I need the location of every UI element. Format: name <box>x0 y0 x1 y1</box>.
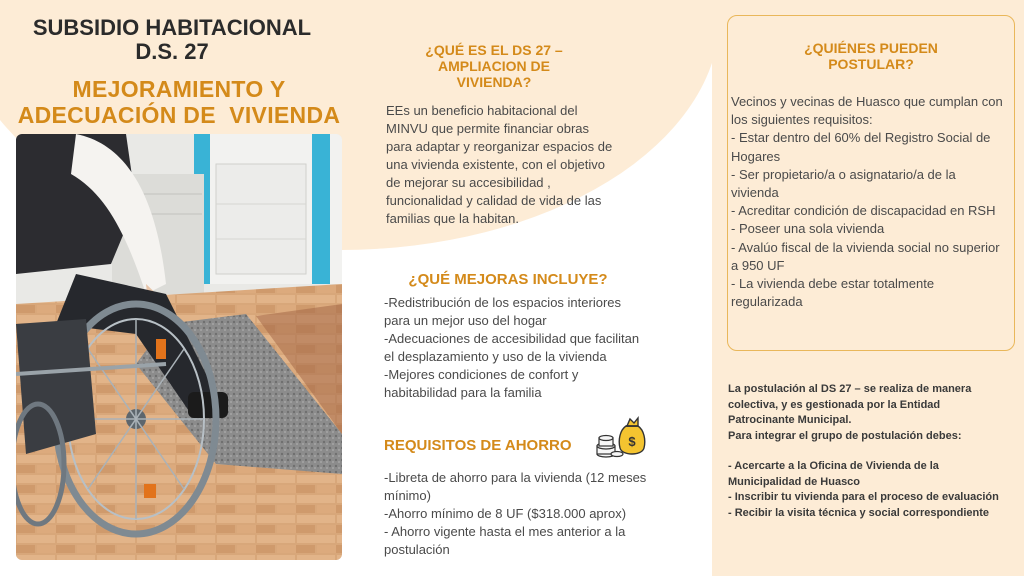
main-title-line2: D.S. 27 <box>135 39 209 64</box>
improvements-heading: ¿QUÉ MEJORAS INCLUYE? <box>408 271 608 288</box>
savings-list <box>384 469 674 559</box>
list-item: -Redistribución de los espacios interiores para un mejor uso del hogar <box>384 295 622 328</box>
what-heading-line2: AMPLIACION DE <box>438 58 550 74</box>
list-item: - Acreditar condición de discapacidad en RSH <box>731 203 996 219</box>
process-step: - Acercarte a la Oficina de Vivienda de la Municipalidad de Huasco <box>728 460 939 488</box>
what-heading-line1: ¿QUÉ ES EL DS 27 – <box>425 42 563 58</box>
what-is-heading <box>408 42 580 90</box>
list-item: - Estar dentro del 60% del Registro Social de Hogares <box>731 130 991 164</box>
process-step: - Recibir la visita técnica y social correspondiente <box>728 506 990 519</box>
who-can-apply-heading <box>728 40 1014 72</box>
savings-heading: REQUISITOS DE AHORRO <box>384 437 572 454</box>
what-is-description: EEs un beneficio habitacional del MINVU que permite financiar obras para adaptar y reorganizar espacios de una vivienda existente, con el objetivo de mejorar su accesibilidad , funcionalidad y calidad de vida de las familias que la habitan. <box>386 103 613 226</box>
list-item: - Avalúo fiscal de la vivienda social no superior a 950 UF <box>731 239 1000 273</box>
application-process-note <box>728 382 1008 521</box>
eligibility-list <box>731 93 1003 311</box>
main-title <box>12 16 332 64</box>
process-step: - Inscribir tu vivienda para el proceso de evaluación <box>728 491 999 503</box>
who-heading-line2: POSTULAR? <box>828 56 914 72</box>
list-item: -Ahorro mínimo de 8 UF ($318.000 aprox) <box>384 506 627 521</box>
list-item: -Mejores condiciones de confort y habitabilidad para la familia <box>384 367 579 400</box>
who-heading-line1: ¿QUIÉNES PUEDEN <box>804 40 938 56</box>
sub-title <box>4 76 354 128</box>
main-title-line1: SUBSIDIO HABITACIONAL <box>32 15 312 40</box>
list-item: - Poseer una sola vivienda <box>731 221 885 237</box>
svg-text:$: $ <box>628 434 636 449</box>
list-item: -Adecuaciones de accesibilidad que facilitan el desplazamiento y uso de la vivienda <box>384 331 640 364</box>
sub-title-line2: ADECUACIÓN DE VIVIENDA <box>17 102 341 128</box>
money-bag-coins-icon <box>596 414 648 458</box>
eligibility-box <box>727 15 1015 351</box>
list-item: -Libreta de ahorro para la vivienda (12 meses mínimo) <box>384 470 647 503</box>
sub-title-line1: MEJORAMIENTO Y <box>72 76 286 102</box>
process-intro: La postulación al DS 27 – se realiza de manera colectiva, y es gestionada por la Entidad Patrocinante Municipal. <box>728 383 972 426</box>
left-column <box>0 0 360 576</box>
list-item: - Ser propietario/a o asignatario/a de la vivienda <box>731 166 956 201</box>
list-item: Vecinos y vecinas de Huasco que cumplan con los siguientes requisitos: <box>731 94 1003 128</box>
process-lead: Para integrar el grupo de postulación debes: <box>728 429 962 442</box>
list-item: - La vivienda debe estar totalmente regularizada <box>731 276 935 310</box>
wheelchair-photo <box>16 134 342 560</box>
improvements-list <box>384 294 646 402</box>
list-item: - Ahorro vigente hasta el mes anterior a la postulación <box>384 524 626 557</box>
what-heading-line3: VIVIENDA? <box>456 74 532 90</box>
